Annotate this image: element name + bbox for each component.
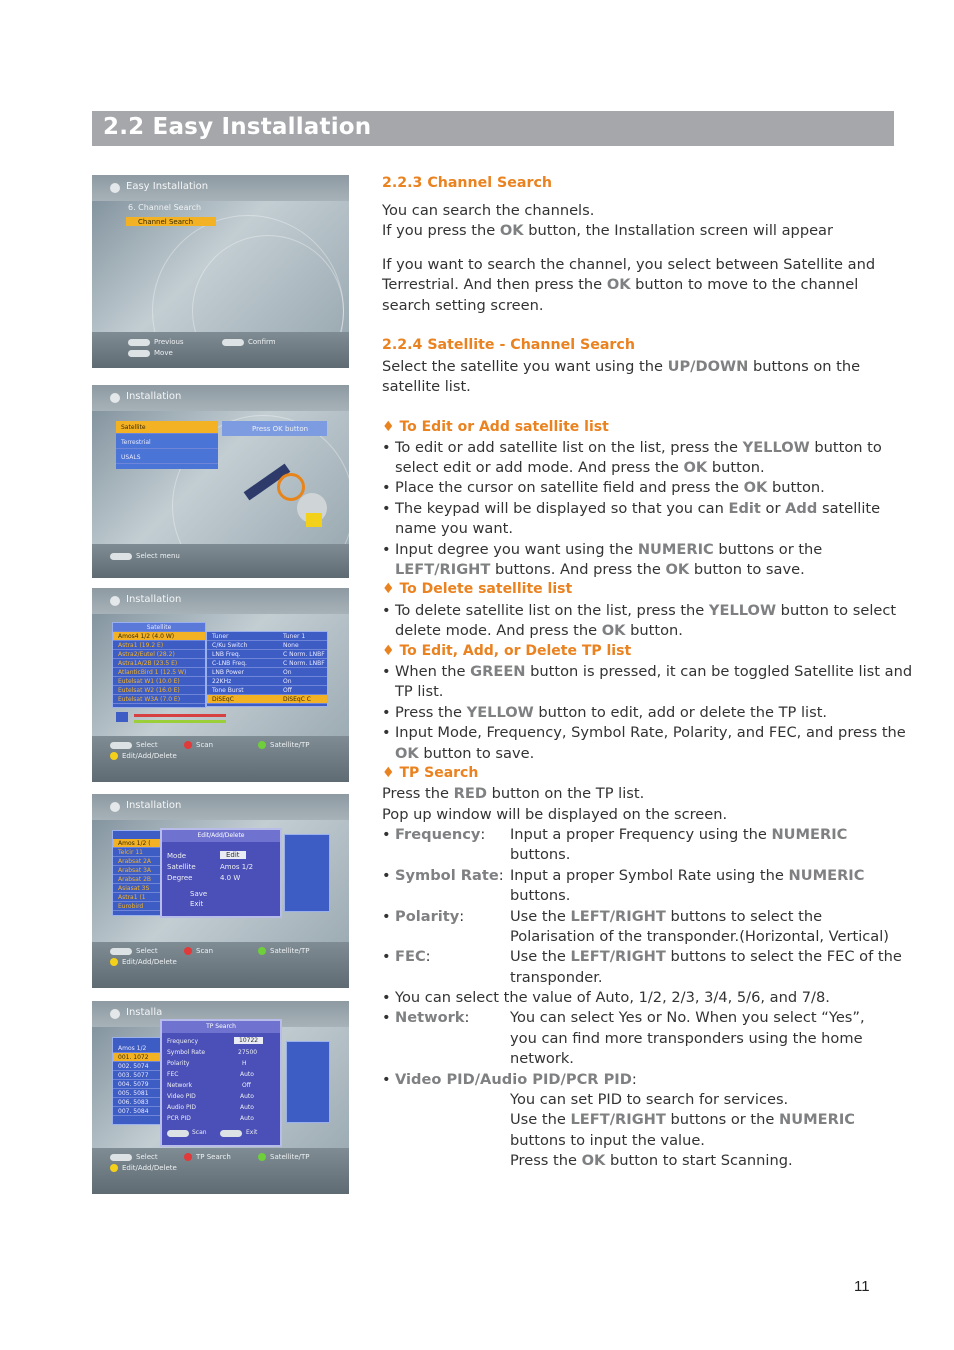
popup-row-value: 10722 [234, 1037, 263, 1044]
popup-row-value: Auto [240, 1104, 254, 1111]
popup-row-label: Symbol Rate [167, 1049, 206, 1056]
shot-list-item: 002. 5074 [113, 1062, 165, 1071]
popup-row-value: 27500 [238, 1049, 258, 1056]
shot-title: Installation [126, 391, 182, 402]
menu-icon [110, 1009, 120, 1019]
shot-param: Tone Burst [212, 687, 244, 694]
popup-row-value: Amos 1/2 [220, 863, 254, 871]
paragraph: If you want to search the channel, you select between Satellite and [382, 256, 876, 273]
shot-list-item: Eutelsat W2 (16.0 E) [113, 686, 205, 695]
popup-action: Exit [246, 1129, 258, 1136]
shot-foot-label: Select menu [136, 552, 180, 560]
paragraph: Select the satellite you want using the UP/DOWN buttons on the [382, 358, 861, 375]
shot-value: Tuner 1 [283, 633, 306, 640]
popup-row-label: Network [167, 1082, 193, 1089]
paragraph: You can search the channels. [382, 202, 595, 219]
popup-row-value: Auto [240, 1115, 254, 1122]
shot-title: Installa [126, 1007, 163, 1018]
popup-action: Save [190, 890, 208, 898]
shot-list-item: 007. 5084 [113, 1107, 165, 1116]
section-header-bar [92, 111, 894, 146]
shot-title: Installation [126, 594, 182, 605]
subheading-edit-add-satellite: ♦ To Edit or Add satellite list [382, 419, 609, 435]
shot-foot-label: Scan [196, 741, 214, 749]
subheading-tp-search: ♦ TP Search [382, 765, 479, 781]
heading-satellite-channel-search: 2.2.4 Satellite - Channel Search [382, 337, 635, 353]
red-button-icon [184, 1153, 192, 1161]
popup-title: TP Search [162, 1021, 280, 1033]
shot-foot-label: Edit/Add/Delete [122, 1164, 177, 1172]
edit-add-delete-popup [160, 828, 282, 918]
shot-param: 22KHz [212, 678, 232, 685]
shot-list-item: Arabsat 2B [113, 875, 175, 884]
popup-row-label: FEC [167, 1071, 179, 1078]
shot-value: C Norm. LNBF [283, 651, 325, 658]
shot-foot-label: Confirm [248, 338, 276, 346]
shot-foot-label: Select [136, 1153, 158, 1161]
popup-row-label: Degree [167, 874, 193, 882]
green-button-icon [258, 741, 266, 749]
screenshot-installation-menu [92, 385, 349, 578]
shot-list-item: AtlanticBird 1 (12.5 W) [113, 668, 205, 677]
shot-list-item: Arabsat 2A [113, 857, 175, 866]
shot-foot-label: Edit/Add/Delete [122, 752, 177, 760]
shot-foot-label: TP Search [196, 1153, 231, 1161]
yellow-button-icon [110, 1164, 118, 1172]
shot-menu-item: Channel Search [138, 218, 194, 226]
popup-row-value: Edit [220, 851, 246, 859]
shot-param: LNB Freq. [212, 651, 241, 658]
shot-value: DiSEqC C [283, 696, 311, 703]
shot-list-item: 004. 5079 [113, 1080, 165, 1089]
shot-menu-item: Satellite [116, 421, 218, 434]
screenshot-satellite-list [92, 588, 349, 782]
diamond-bullet-icon: ♦ [382, 581, 395, 597]
paragraph: search setting screen. [382, 297, 544, 314]
shot-subtitle: 6. Channel Search [128, 203, 202, 212]
popup-row-value: 4.0 W [220, 874, 241, 882]
popup-row-label: Video PID [167, 1093, 196, 1100]
shot-title: Easy Installation [126, 181, 209, 192]
shot-foot-label: Move [154, 349, 173, 357]
shot-list-item: Astra1 (19.2 E) [113, 641, 205, 650]
diamond-bullet-icon: ♦ [382, 419, 395, 435]
shot-list-item: Asiasat 3S [113, 884, 175, 893]
shot-list-item: 006. 5083 [113, 1098, 165, 1107]
screenshot-channel-search [92, 175, 349, 368]
popup-row-label: Polarity [167, 1060, 190, 1067]
shot-title: Installation [126, 800, 182, 811]
shot-param: C/Ku Switch [212, 642, 248, 649]
popup-row-label: Mode [167, 852, 187, 860]
shot-menu-item: USALS [116, 451, 218, 464]
page-number: 11 [854, 1278, 870, 1295]
heading-channel-search: 2.2.3 Channel Search [382, 175, 552, 191]
diamond-bullet-icon: ♦ [382, 643, 395, 659]
shot-param: Tuner [212, 633, 229, 640]
diamond-bullet-icon: ♦ [382, 765, 395, 781]
tp-search-popup [160, 1019, 282, 1147]
shot-foot-label: Scan [196, 947, 214, 955]
red-button-icon [184, 947, 192, 955]
shot-param: DiSEqC [212, 696, 234, 703]
section-title: 2.2 Easy Installation [103, 114, 372, 140]
shot-list-item: Arabsat 3A [113, 866, 175, 875]
shot-foot-label: Select [136, 947, 158, 955]
popup-row-label: Audio PID [167, 1104, 196, 1111]
shot-value: On [283, 678, 292, 685]
popup-row-value: H [242, 1060, 247, 1067]
shot-param: C-LNB Freq. [212, 660, 247, 667]
subheading-delete-satellite: ♦ To Delete satellite list [382, 581, 573, 597]
shot-value: Off [283, 687, 292, 694]
menu-icon [110, 596, 120, 606]
shot-value: On [283, 669, 292, 676]
shot-list-item: Telcir 11 [113, 848, 175, 857]
shot-list-head: Satellite [113, 623, 205, 632]
shot-list-item: 005. 5081 [113, 1089, 165, 1098]
yellow-button-icon [110, 958, 118, 966]
paragraph: Press the RED button on the TP list. [382, 785, 645, 802]
green-button-icon [258, 947, 266, 955]
popup-action: Exit [190, 900, 204, 908]
popup-row-value: Auto [240, 1093, 254, 1100]
popup-action: Scan [192, 1129, 207, 1136]
shot-hint: Press OK button [252, 425, 309, 433]
screenshot-edit-add-delete [92, 794, 349, 988]
red-button-icon [184, 741, 192, 749]
shot-foot-label: Select [136, 741, 158, 749]
menu-icon [110, 802, 120, 812]
popup-row-label: Frequency [167, 1038, 198, 1045]
shot-list-item: Astra1A/2B (23.5 E) [113, 659, 205, 668]
shot-list-item: Astra2/Eutel (28.2) [113, 650, 205, 659]
shot-param: LNB Power [212, 669, 244, 676]
paragraph: Pop up window will be displayed on the screen. [382, 806, 728, 823]
paragraph: satellite list. [382, 378, 471, 395]
shot-foot-label: Edit/Add/Delete [122, 958, 177, 966]
shot-list-item: Eutelsat W1 (10.0 E) [113, 677, 205, 686]
shot-list-item: Amos 1/2 [113, 1044, 165, 1053]
menu-icon [110, 183, 120, 193]
popup-row-value: Off [242, 1082, 251, 1089]
shot-list-item: Eurobird [113, 902, 175, 911]
yellow-button-icon [110, 752, 118, 760]
green-button-icon [258, 1153, 266, 1161]
shot-menu-item: Terrestrial [116, 436, 218, 449]
paragraph: If you press the OK button, the Installation screen will appear [382, 222, 833, 239]
shot-foot-label: Satellite/TP [270, 947, 310, 955]
shot-list-item: Amos 1/2 ( [113, 839, 175, 848]
shot-list-item: 003. 5077 [113, 1071, 165, 1080]
shot-value: None [283, 642, 299, 649]
menu-icon [110, 393, 120, 403]
popup-row-label: Satellite [167, 863, 196, 871]
popup-row-value: Auto [240, 1071, 254, 1078]
screenshot-tp-search [92, 1001, 349, 1194]
subheading-edit-tp: ♦ To Edit, Add, or Delete TP list [382, 643, 632, 659]
shot-value: C Norm. LNBF [283, 660, 325, 667]
shot-foot-label: Satellite/TP [270, 1153, 310, 1161]
shot-list-item: Eutelsat W3A (7.0 E) [113, 695, 205, 704]
paragraph: Terrestrial. And then press the OK button to move to the channel [382, 276, 859, 293]
shot-foot-label: Previous [154, 338, 184, 346]
shot-foot-label: Satellite/TP [270, 741, 310, 749]
shot-list-item: Amos4 1/2 (4.0 W) [113, 632, 205, 641]
popup-title: Edit/Add/Delete [162, 830, 280, 842]
popup-row-label: PCR PID [167, 1115, 191, 1122]
shot-list-item: Astra1 (1 [113, 893, 175, 902]
shot-list-item: 001. 1072 [113, 1053, 165, 1062]
